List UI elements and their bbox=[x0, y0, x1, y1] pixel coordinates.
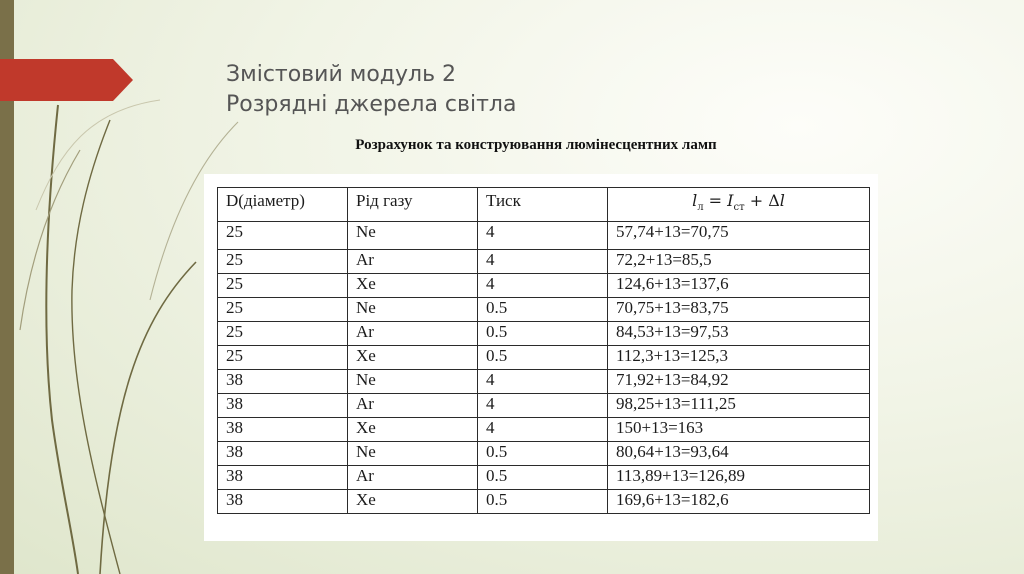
cell-length: 57,74+13=70,75 bbox=[608, 222, 870, 250]
formula-i-sub: ст bbox=[733, 202, 745, 214]
cell-pressure: 0.5 bbox=[478, 322, 608, 346]
header-length-formula bbox=[608, 188, 870, 222]
cell-length: 72,2+13=85,5 bbox=[608, 250, 870, 274]
cell-gas: Ne bbox=[348, 370, 478, 394]
cell-length: 70,75+13=83,75 bbox=[608, 298, 870, 322]
cell-diameter: 38 bbox=[218, 466, 348, 490]
table-row bbox=[218, 466, 870, 490]
cell-gas: Ar bbox=[348, 322, 478, 346]
cell-gas: Ne bbox=[348, 298, 478, 322]
lamp-calculation-table bbox=[217, 187, 870, 514]
header-gas-type: Рід газу bbox=[348, 188, 478, 222]
cell-pressure: 4 bbox=[478, 250, 608, 274]
table-row bbox=[218, 490, 870, 514]
cell-diameter: 38 bbox=[218, 442, 348, 466]
cell-pressure: 0.5 bbox=[478, 442, 608, 466]
cell-gas: Ar bbox=[348, 250, 478, 274]
table-image-panel bbox=[204, 174, 878, 541]
cell-length: 84,53+13=97,53 bbox=[608, 322, 870, 346]
cell-length: 150+13=163 bbox=[608, 418, 870, 442]
cell-pressure: 0.5 bbox=[478, 490, 608, 514]
header-diameter: D(діаметр) bbox=[218, 188, 348, 222]
formula-l: l bbox=[692, 191, 698, 210]
cell-pressure: 4 bbox=[478, 274, 608, 298]
cell-pressure: 4 bbox=[478, 370, 608, 394]
table-caption: Розрахунок та конструювання люмінесцентних ламп bbox=[355, 137, 717, 153]
table-row bbox=[218, 370, 870, 394]
cell-diameter: 25 bbox=[218, 222, 348, 250]
cell-pressure: 0.5 bbox=[478, 346, 608, 370]
cell-length: 112,3+13=125,3 bbox=[608, 346, 870, 370]
cell-length: 169,6+13=182,6 bbox=[608, 490, 870, 514]
cell-length: 124,6+13=137,6 bbox=[608, 274, 870, 298]
cell-gas: Ar bbox=[348, 394, 478, 418]
formula-eq: = bbox=[703, 191, 728, 210]
cell-gas: Ar bbox=[348, 466, 478, 490]
table-row bbox=[218, 274, 870, 298]
cell-diameter: 25 bbox=[218, 250, 348, 274]
cell-gas: Ne bbox=[348, 442, 478, 466]
cell-diameter: 25 bbox=[218, 322, 348, 346]
cell-gas: Xe bbox=[348, 274, 478, 298]
cell-diameter: 38 bbox=[218, 418, 348, 442]
table-row bbox=[218, 298, 870, 322]
cell-diameter: 25 bbox=[218, 274, 348, 298]
table-row bbox=[218, 394, 870, 418]
cell-pressure: 4 bbox=[478, 222, 608, 250]
table-row bbox=[218, 322, 870, 346]
table-row bbox=[218, 346, 870, 370]
slide-title bbox=[226, 60, 516, 120]
cell-gas: Xe bbox=[348, 346, 478, 370]
formula-i: I bbox=[727, 191, 734, 210]
table-row bbox=[218, 222, 870, 250]
formula-l-sub: л bbox=[697, 202, 704, 214]
cell-diameter: 25 bbox=[218, 298, 348, 322]
cell-pressure: 0.5 bbox=[478, 298, 608, 322]
cell-diameter: 38 bbox=[218, 490, 348, 514]
table-header-row bbox=[218, 188, 870, 222]
cell-diameter: 38 bbox=[218, 370, 348, 394]
formula-dl: l bbox=[779, 191, 785, 210]
cell-pressure: 4 bbox=[478, 394, 608, 418]
cell-diameter: 25 bbox=[218, 346, 348, 370]
cell-length: 98,25+13=111,25 bbox=[608, 394, 870, 418]
cell-gas: Xe bbox=[348, 490, 478, 514]
cell-gas: Xe bbox=[348, 418, 478, 442]
cell-pressure: 0.5 bbox=[478, 466, 608, 490]
header-pressure: Тиск bbox=[478, 188, 608, 222]
cell-pressure: 4 bbox=[478, 418, 608, 442]
table-body bbox=[218, 222, 870, 514]
cell-diameter: 38 bbox=[218, 394, 348, 418]
cell-length: 80,64+13=93,64 bbox=[608, 442, 870, 466]
cell-length: 113,89+13=126,89 bbox=[608, 466, 870, 490]
table-row bbox=[218, 442, 870, 466]
formula-plus-delta: + Δ bbox=[744, 191, 780, 210]
title-line-1: Змістовий модуль 2 bbox=[226, 62, 457, 87]
cell-gas: Ne bbox=[348, 222, 478, 250]
title-line-2: Розрядні джерела світла bbox=[226, 92, 517, 117]
table-row bbox=[218, 418, 870, 442]
table-row bbox=[218, 250, 870, 274]
cell-length: 71,92+13=84,92 bbox=[608, 370, 870, 394]
title-arrow-banner bbox=[0, 59, 133, 101]
